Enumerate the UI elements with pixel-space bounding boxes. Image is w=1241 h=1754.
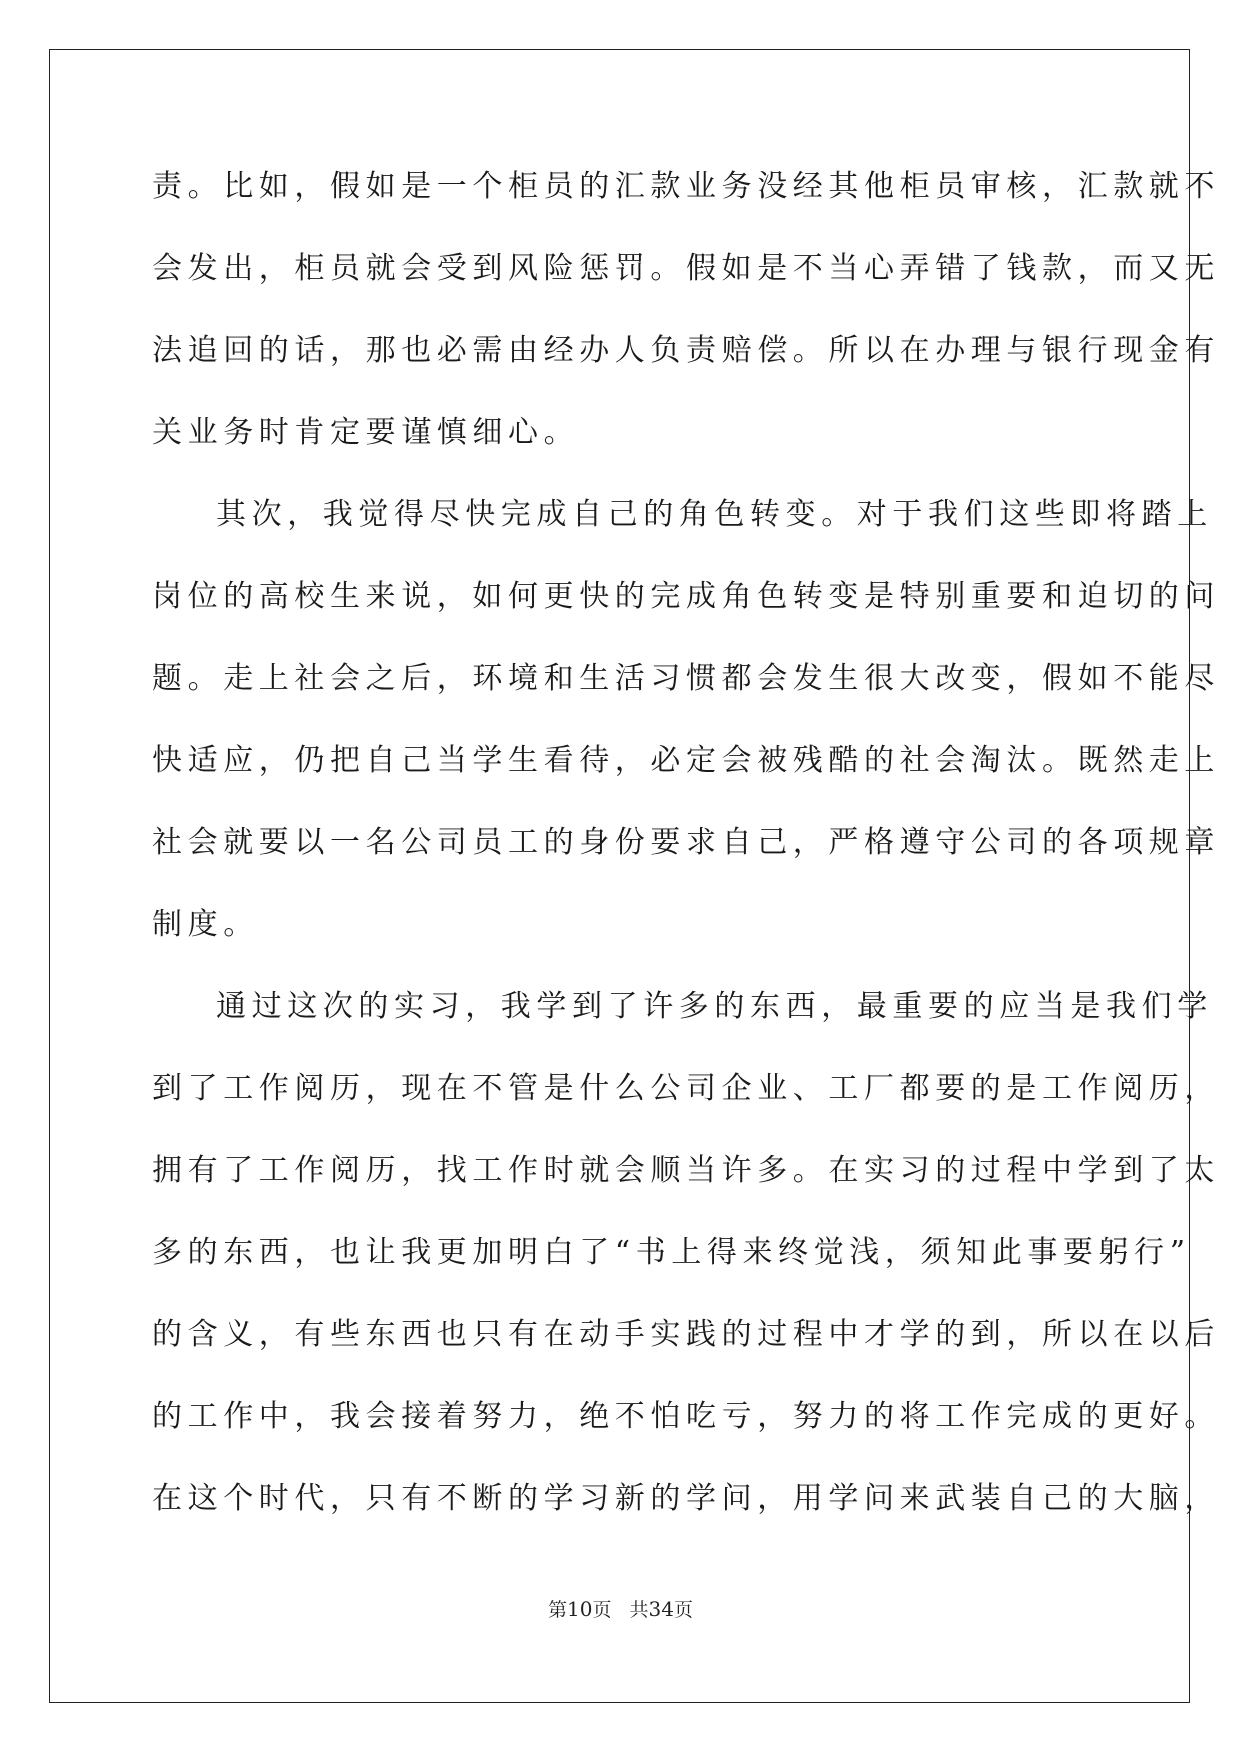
text-line: 法追回的话，那也必需由经办人负责赔偿。所以在办理与银行现金有 xyxy=(152,333,1220,368)
text-line: 会发出，柜员就会受到风险惩罚。假如是不当心弄错了钱款，而又无 xyxy=(152,251,1220,286)
text-line: 关业务时肯定要谨慎细心。 xyxy=(152,415,580,450)
text-line: 快适应，仍把自己当学生看待，必定会被残酷的社会淘汰。既然走上 xyxy=(152,743,1220,778)
total-pages: 34 xyxy=(648,1597,674,1621)
page-number: 10 xyxy=(567,1597,593,1621)
total-prefix: 共 xyxy=(629,1599,649,1621)
page-suffix: 页 xyxy=(592,1599,612,1621)
text-line: 题。走上社会之后，环境和生活习惯都会发生很大改变，假如不能尽 xyxy=(152,661,1220,696)
text-line: 社会就要以一名公司员工的身份要求自己，严格遵守公司的各项规章 xyxy=(152,825,1220,860)
text-line: 多的东西，也让我更加明白了“书上得来终觉浅，须知此事要躬行” xyxy=(152,1235,1191,1270)
page-footer xyxy=(0,1597,1241,1622)
document-body xyxy=(152,160,1220,1554)
text-line: 在这个时代，只有不断的学习新的学问，用学问来武装自己的大脑， xyxy=(152,1481,1220,1516)
text-line: 的含义，有些东西也只有在动手实践的过程中才学的到，所以在以后 xyxy=(152,1317,1220,1352)
text-line: 到了工作阅历，现在不管是什么公司企业、工厂都要的是工作阅历， xyxy=(152,1071,1220,1106)
text-line: 拥有了工作阅历，找工作时就会顺当许多。在实习的过程中学到了太 xyxy=(152,1153,1220,1188)
page-prefix: 第 xyxy=(548,1599,568,1621)
text-line: 责。比如，假如是一个柜员的汇款业务没经其他柜员审核，汇款就不 xyxy=(152,169,1220,204)
text-line: 岗位的高校生来说，如何更快的完成角色转变是特别重要和迫切的问 xyxy=(152,579,1220,614)
text-line: 的工作中，我会接着努力，绝不怕吃亏，努力的将工作完成的更好。 xyxy=(152,1399,1220,1434)
total-suffix: 页 xyxy=(673,1599,693,1621)
text-line: 制度。 xyxy=(152,907,259,942)
text-line: 其次，我觉得尽快完成自己的角色转变。对于我们这些即将踏上 xyxy=(216,497,1213,532)
text-line: 通过这次的实习，我学到了许多的东西，最重要的应当是我们学 xyxy=(216,989,1213,1024)
